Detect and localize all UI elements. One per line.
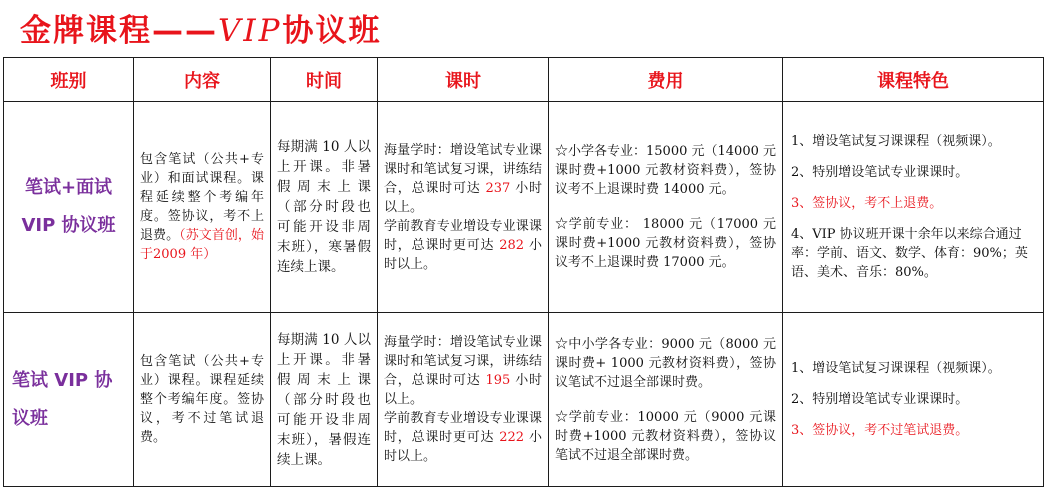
fee-item: ☆小学各专业：15000 元（14000 元课时费+1000 元教材资料费），签协议考不上退课时费 14000 元。 <box>555 144 776 197</box>
class-name-line: VIP 协议班 <box>21 215 116 236</box>
feature-item: 1、增设笔试复习课课程（视频课）。 <box>791 361 1001 376</box>
features-cell <box>783 102 1044 313</box>
feature-item: 2、特别增设笔试专业课课时。 <box>791 165 969 180</box>
hours-paragraph <box>384 141 542 217</box>
feature-item: 3、签协议，考不上退费。 <box>791 196 943 211</box>
hours-text: 小时以上。 <box>384 237 542 272</box>
class-name-line: 笔试+面试 <box>24 177 113 198</box>
time-text: 每期满 10 人以上开课。非暑假周末上课（部分时段也可能开设非周末班），寒暑假连续上课。 <box>277 139 371 275</box>
course-table <box>3 57 1044 487</box>
class-name-cell <box>4 102 134 313</box>
hours-paragraph <box>384 333 542 409</box>
hours-text: 学前教育专业增设专业课课时，总课时更可达 <box>384 411 542 445</box>
header-time: 时间 <box>271 58 378 102</box>
title-suffix: 协议班 <box>282 13 382 49</box>
hours-number: 195 <box>485 373 511 388</box>
hours-paragraph <box>384 217 542 274</box>
hours-number: 237 <box>485 180 511 196</box>
hours-text: 海量学时：增设笔试专业课课时和笔试复习课，讲练结合，总课时可达 <box>384 142 542 196</box>
hours-paragraph <box>384 409 542 466</box>
hours-number: 282 <box>499 237 525 253</box>
hours-cell <box>378 102 549 313</box>
time-cell <box>271 313 378 487</box>
hours-text: 海量学时：增设笔试专业课课时和笔试复习课，讲练结合，总课时可达 <box>384 335 542 388</box>
hours-number: 222 <box>499 430 525 445</box>
page-title <box>20 5 382 47</box>
class-name-cell <box>4 313 134 487</box>
title-prefix: 金牌课程—— <box>20 13 218 49</box>
time-cell <box>271 102 378 313</box>
fee-item: ☆学前专业： 18000 元（17000 元课时费+1000 元教材资料费），签协议考不上退课时费 17000 元。 <box>555 217 776 270</box>
hours-text: 学前教育专业增设专业课课时，总课时更可达 <box>384 218 542 253</box>
fee-cell <box>549 102 783 313</box>
fee-item: ☆中小学各专业：9000 元（8000 元课时费+ 1000 元教材资料费），签协议笔试不过退全部课时费。 <box>555 336 776 390</box>
content-text: 包含笔试（公共+专业）和面试课程。课程延续整个考编年度。签协议，考不上退费。 <box>140 152 264 243</box>
hours-text: 小时以上。 <box>384 180 542 215</box>
content-text: 包含笔试（公共+专业）课程。课程延续整个考编年度。签协议，考不过笔试退费。 <box>140 354 264 445</box>
feature-item: 3、签协议，考不过笔试退费。 <box>791 423 969 438</box>
header-hours: 课时 <box>378 58 549 102</box>
class-name-line: 笔试 VIP 协议班 <box>12 369 113 429</box>
title-vip: VIP <box>218 13 283 49</box>
hours-text: 小时以上。 <box>384 430 542 464</box>
features-cell <box>783 313 1044 487</box>
fee-item: ☆学前专业：10000 元（9000 元课时费+1000 元教材资料费），签协议笔试不过退全部课时费。 <box>555 409 776 463</box>
content-cell <box>134 313 271 487</box>
content-note: （苏文首创，始于2009 年） <box>140 228 264 262</box>
time-text: 每期满 10 人以上开课。非暑假周末上课（部分时段也可能开设非周末班），暑假连续上课。 <box>277 331 371 468</box>
feature-item: 1、增设笔试复习课课程（视频课）。 <box>791 134 1001 149</box>
table-row <box>4 313 1044 487</box>
header-fee: 费用 <box>549 58 783 102</box>
header-content: 内容 <box>134 58 271 102</box>
hours-cell <box>378 313 549 487</box>
fee-cell <box>549 313 783 487</box>
header-class: 班别 <box>4 58 134 102</box>
header-features: 课程特色 <box>783 58 1044 102</box>
table-header-row <box>4 58 1044 102</box>
table-row <box>4 102 1044 313</box>
feature-item: 4、VIP 协议班开课十余年以来综合通过率：学前、语文、数学、体育：90%；英语、美术、音乐：80%。 <box>791 227 1028 280</box>
content-cell <box>134 102 271 313</box>
feature-item: 2、特别增设笔试专业课课时。 <box>791 392 969 407</box>
hours-text: 小时以上。 <box>384 373 542 407</box>
